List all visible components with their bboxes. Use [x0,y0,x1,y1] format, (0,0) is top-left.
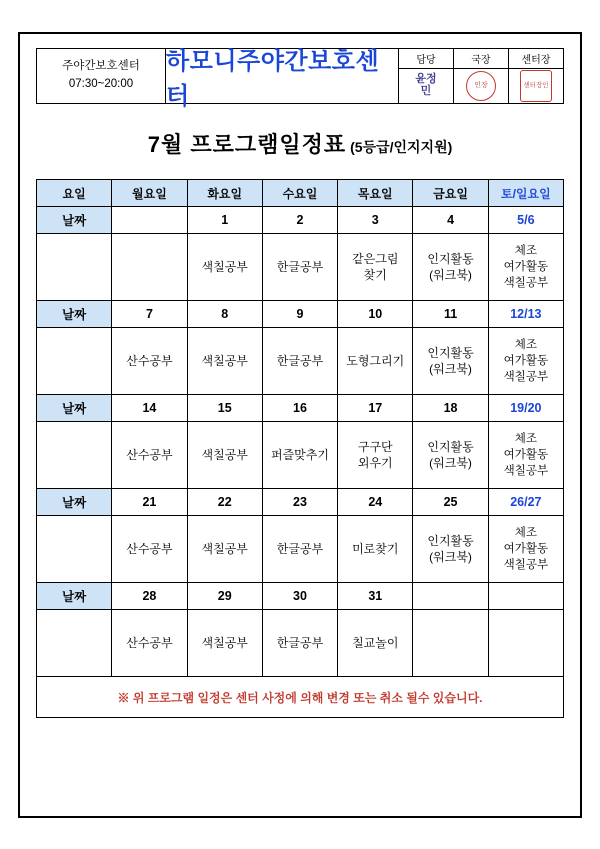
row-label-date: 날짜 [37,301,112,328]
signature-stamp-icon: 윤정민 [415,73,437,97]
date-cell: 29 [187,583,262,610]
date-cell [413,583,488,610]
approval-stamp-manager [399,69,453,103]
column-header-friday: 금요일 [413,180,488,207]
program-cell: 색칠공부 [187,516,262,583]
program-cell-weekend: 체조 여가활동 색칠공부 [488,328,563,395]
row-label-date: 날짜 [37,583,112,610]
program-cell [413,610,488,677]
program-cell: 인지활동 (워크북) [413,422,488,489]
program-cell: 산수공부 [112,516,187,583]
date-cell: 18 [413,395,488,422]
table-header-row [37,180,564,207]
date-cell: 28 [112,583,187,610]
program-cell: 색칠공부 [187,328,262,395]
approval-column-director [454,49,509,103]
approval-column-centerhead [509,49,563,103]
date-cell: 1 [187,207,262,234]
date-cell: 31 [338,583,413,610]
table-row [37,328,564,395]
approval-label-manager: 담당 [399,49,453,69]
program-cell: 칠교놀이 [338,610,413,677]
footer-note: ※ 위 프로그램 일정은 센터 사정에 의해 변경 또는 취소 될수 있습니다. [37,677,564,718]
program-cell [112,234,187,301]
table-row [37,207,564,234]
center-info [37,49,166,103]
date-cell: 9 [262,301,337,328]
program-rowlabel [37,422,112,489]
date-cell: 16 [262,395,337,422]
program-rowlabel [37,328,112,395]
program-cell: 한글공부 [262,234,337,301]
seal-stamp-icon: 인장 [466,71,496,101]
approval-column-manager [399,49,454,103]
column-header-weekday: 요일 [37,180,112,207]
program-cell: 한글공부 [262,328,337,395]
row-label-date: 날짜 [37,207,112,234]
date-cell: 21 [112,489,187,516]
program-cell: 구구단 외우기 [338,422,413,489]
program-cell: 산수공부 [112,328,187,395]
program-cell: 인지활동 (워크북) [413,328,488,395]
program-cell: 퍼즐맞추기 [262,422,337,489]
row-label-date: 날짜 [37,489,112,516]
row-label-date: 날짜 [37,395,112,422]
table-row [37,610,564,677]
table-row [37,583,564,610]
program-cell-weekend: 체조 여가활동 색칠공부 [488,234,563,301]
date-cell: 30 [262,583,337,610]
program-cell: 인지활동 (워크북) [413,516,488,583]
program-cell: 한글공부 [262,516,337,583]
column-header-weekend: 토/일요일 [488,180,563,207]
column-header-wednesday: 수요일 [262,180,337,207]
column-header-tuesday: 화요일 [187,180,262,207]
table-row [37,516,564,583]
date-cell: 8 [187,301,262,328]
date-cell: 24 [338,489,413,516]
date-cell-weekend: 26/27 [488,489,563,516]
program-rowlabel [37,234,112,301]
program-cell: 색칠공부 [187,234,262,301]
date-cell: 17 [338,395,413,422]
date-cell: 11 [413,301,488,328]
center-hours: 07:30~20:00 [68,78,134,90]
note-row [37,677,564,718]
program-cell: 인지활동 (워크북) [413,234,488,301]
date-cell: 22 [187,489,262,516]
date-cell-weekend: 12/13 [488,301,563,328]
table-row [37,301,564,328]
program-cell: 산수공부 [112,610,187,677]
date-cell: 15 [187,395,262,422]
program-rowlabel [37,610,112,677]
date-cell-weekend: 5/6 [488,207,563,234]
date-cell: 4 [413,207,488,234]
table-row [37,234,564,301]
date-cell-weekend: 19/20 [488,395,563,422]
date-cell: 7 [112,301,187,328]
program-cell-weekend: 체조 여가활동 색칠공부 [488,422,563,489]
schedule-table [36,179,564,718]
program-cell: 색칠공부 [187,422,262,489]
program-rowlabel [37,516,112,583]
column-header-thursday: 목요일 [338,180,413,207]
date-cell: 2 [262,207,337,234]
approval-label-centerhead: 센터장 [509,49,563,69]
date-cell [112,207,187,234]
program-cell: 미로찾기 [338,516,413,583]
date-cell: 3 [338,207,413,234]
date-cell: 25 [413,489,488,516]
program-cell: 도형그리기 [338,328,413,395]
document-page [18,32,582,818]
page-title [36,128,564,159]
approval-box [399,49,563,103]
square-seal-stamp-icon: 센터장인 [520,70,552,102]
program-cell: 같은그림 찾기 [338,234,413,301]
program-cell-weekend: 체조 여가활동 색칠공부 [488,516,563,583]
column-header-monday: 월요일 [112,180,187,207]
program-cell: 한글공부 [262,610,337,677]
approval-stamp-director [454,69,508,103]
date-cell: 23 [262,489,337,516]
table-row [37,489,564,516]
table-row [37,395,564,422]
program-cell: 색칠공부 [187,610,262,677]
center-name: 주야간보호센터 [62,60,140,73]
program-cell: 산수공부 [112,422,187,489]
date-cell: 14 [112,395,187,422]
program-cell-weekend [488,610,563,677]
approval-label-director: 국장 [454,49,508,69]
document-header [36,48,564,110]
table-row [37,422,564,489]
approval-stamp-centerhead [509,69,563,103]
page-title-main: 7월 프로그램일정표 [147,132,347,157]
center-title: 하모니주야간보호센터 [166,49,399,103]
date-cell: 10 [338,301,413,328]
date-cell-weekend [488,583,563,610]
page-title-sub: (5등급/인지지원) [350,139,453,155]
